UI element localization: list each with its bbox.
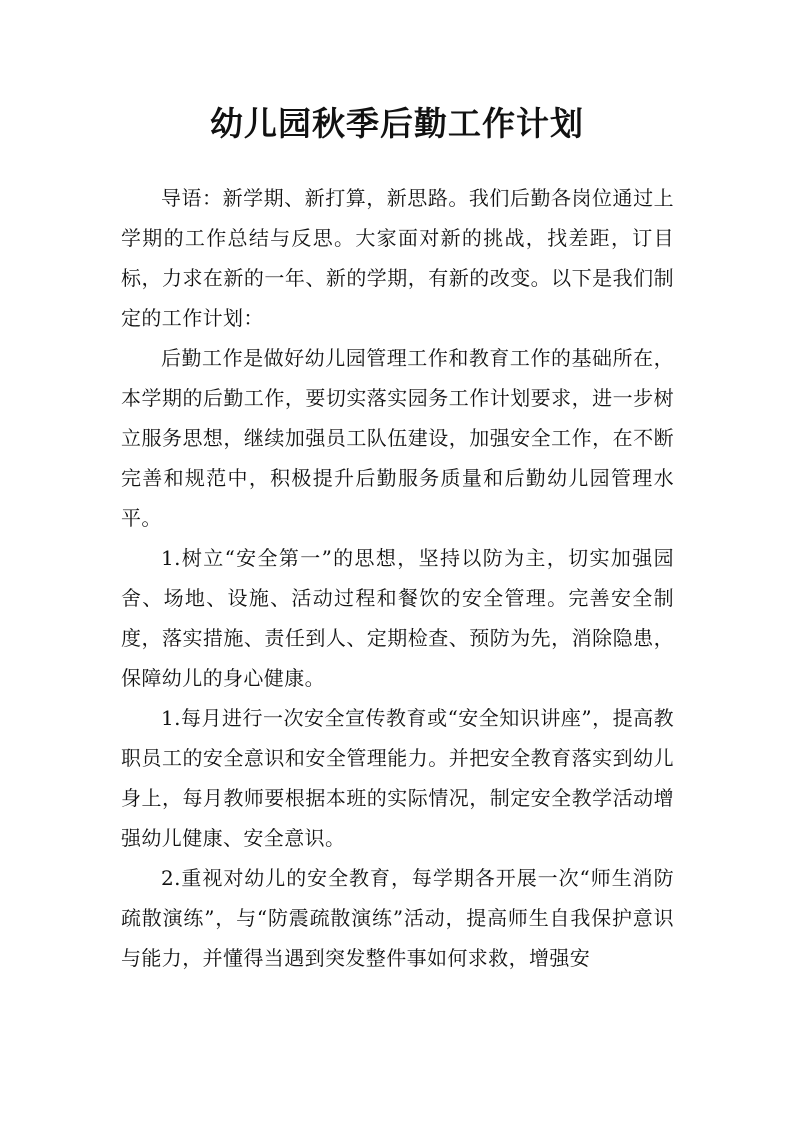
document-title: 幼儿园秋季后勤工作计划 <box>210 104 584 143</box>
paragraph-safety-first: 1.树立“安全第一”的思想，坚持以防为主，切实加强园舍、场地、设施、活动过程和餐饮的安全管理。完善安全制度，落实措施、责任到人、定期检查、预防为先，消除隐患，保障幼儿的身心健康。 <box>121 546 674 690</box>
document-body <box>121 178 674 1058</box>
paragraph-overview: 后勤工作是做好幼儿园管理工作和教育工作的基础所在，本学期的后勤工作，要切实落实园务工作计划要求，进一步树立服务思想，继续加强员工队伍建设，加强安全工作，在不断完善和规范中，积极提升后勤服务质量和后勤幼儿园管理水平。 <box>121 346 674 530</box>
paragraph-intro: 导语：新学期、新打算，新思路。我们后勤各岗位通过上学期的工作总结与反思。大家面对新的挑战，找差距，订目标，力求在新的一年、新的学期，有新的改变。以下是我们制定的工作计划： <box>121 186 674 330</box>
paragraph-monthly-education: 1.每月进行一次安全宣传教育或“安全知识讲座”，提高教职员工的安全意识和安全管理能力。并把安全教育落实到幼儿身上，每月教师要根据本班的实际情况，制定安全教学活动增强幼儿健康、安全意识。 <box>121 706 674 850</box>
paragraph-safety-drills: 2.重视对幼儿的安全教育，每学期各开展一次“师生消防疏散演练”，与“防震疏散演练”活动，提高师生自我保护意识与能力，并懂得当遇到突发整件事如何求救，增强安 <box>121 866 674 970</box>
